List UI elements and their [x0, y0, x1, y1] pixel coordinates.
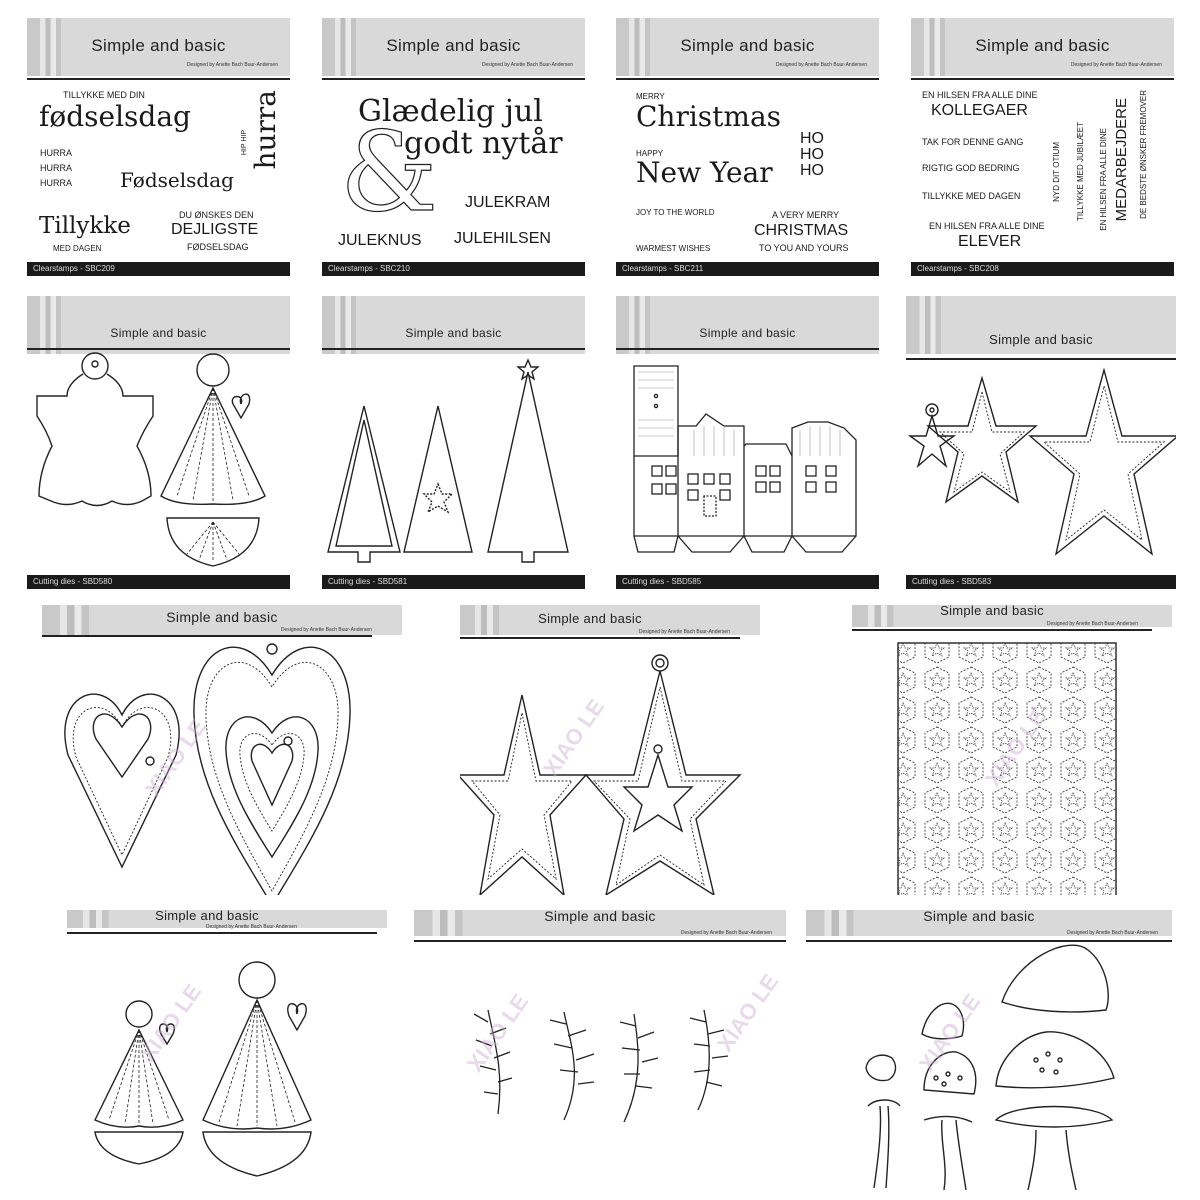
brand-title: Simple and basic — [923, 910, 1035, 924]
panel-footer: Cutting dies - SBD585 — [616, 575, 879, 589]
stamp-text: TAK FOR DENNE GANG — [922, 137, 1024, 147]
stamp-text: A VERY MERRY — [772, 210, 840, 220]
ampersand-art: & — [340, 108, 438, 236]
designer-credit: Designed by Anette Bach Buur-Andersen — [280, 627, 372, 633]
stamp-text: JULEKNUS — [338, 232, 422, 249]
panel-footer: Clearstamps - SBC208 — [911, 262, 1174, 276]
designer-credit: Designed by Anette Bach Buur-Andersen — [680, 930, 772, 936]
stamp-text: EN HILSEN FRA ALLE DINE — [929, 221, 1045, 231]
stamp-text: TILLYKKE MED JUBILÆET — [1076, 122, 1085, 221]
tree-die-art — [322, 296, 585, 589]
panel-footer: Cutting dies - SBD580 — [27, 575, 290, 589]
mushroom-die-art — [806, 910, 1172, 1190]
stamp-text: Glædelig jul — [358, 94, 543, 129]
stamp-text: HURRA — [40, 148, 73, 158]
house-die-art — [616, 296, 879, 589]
brand-title: Simple and basic — [699, 326, 796, 340]
designer-credit: Designed by Anette Bach Buur-Andersen — [186, 62, 278, 68]
stamp-text: FØDSELSDAG — [187, 242, 249, 252]
stamp-text: CHRISTMAS — [754, 222, 849, 239]
stamp-text: hurra — [249, 90, 282, 170]
stamp-text: DE BEDSTE ØNSKER FREMOVER — [1139, 90, 1148, 219]
designer-credit: Designed by Anette Bach Buur-Andersen — [481, 62, 573, 68]
panel-header — [27, 18, 290, 78]
stamp-text: HAPPY — [636, 149, 664, 158]
watermark: XIAO LE — [135, 979, 207, 1066]
stamp-text: fødselsdag — [39, 100, 191, 133]
product-panel-sbd585[interactable] — [616, 296, 879, 589]
stamp-text: ELEVER — [958, 233, 1022, 250]
brand-title: Simple and basic — [91, 36, 226, 55]
product-panel-hearts[interactable] — [42, 605, 402, 895]
panel-header — [322, 18, 585, 78]
stamp-text: HO — [800, 146, 824, 163]
panel-footer: Clearstamps - SBC211 — [616, 262, 879, 276]
star-die-art — [906, 296, 1176, 589]
stamp-text: TILLYKKE MED DIN — [63, 90, 145, 100]
panel-footer: Clearstamps - SBC209 — [27, 262, 290, 276]
stamp-text: MED DAGEN — [53, 244, 102, 253]
designer-credit: Designed by Anette Bach Buur-Andersen — [1046, 621, 1138, 627]
designer-credit: Designed by Anette Bach Buur-Andersen — [1070, 62, 1162, 68]
panel-header — [911, 18, 1174, 78]
stamp-text: godt nytår — [404, 126, 563, 161]
heart-die-art — [42, 605, 402, 895]
brand-title: Simple and basic — [405, 326, 502, 340]
stamp-text: NYD DIT OTIUM — [1052, 142, 1061, 202]
stamp-text: DEJLIGSTE — [171, 221, 259, 238]
brand-title: Simple and basic — [110, 326, 207, 340]
brand-title: Simple and basic — [680, 36, 815, 55]
stamp-text: JULEHILSEN — [454, 230, 551, 247]
stamp-text: Christmas — [636, 100, 782, 133]
brand-title: Simple and basic — [940, 605, 1044, 618]
branch-die-art — [414, 910, 786, 1190]
stamp-text: WARMEST WISHES — [636, 244, 711, 253]
stamp-text: Tillykke — [39, 213, 131, 239]
designer-credit: Designed by Anette Bach Buur-Andersen — [775, 62, 867, 68]
panel-footer: Cutting dies - SBD581 — [322, 575, 585, 589]
product-panel-sbd581[interactable] — [322, 296, 585, 589]
stamp-text: EN HILSEN FRA ALLE DINE — [1099, 128, 1108, 231]
product-panel-mushrooms[interactable] — [806, 910, 1172, 1190]
watermark: XIAO LE — [914, 989, 986, 1076]
stamp-text: MERRY — [636, 92, 665, 101]
stamp-text: KOLLEGAER — [931, 102, 1028, 119]
angels-die-art — [67, 910, 387, 1190]
designer-credit: Designed by Anette Bach Buur-Andersen — [1066, 930, 1158, 936]
hanging-star-die-art — [460, 605, 760, 895]
brand-title: Simple and basic — [155, 910, 259, 923]
panel-header — [616, 18, 879, 78]
stamp-text: JOY TO THE WORLD — [636, 208, 715, 217]
product-panel-sbc209[interactable] — [27, 18, 290, 276]
stamp-text: TILLYKKE MED DAGEN — [922, 191, 1021, 201]
product-panel-sbc211[interactable] — [616, 18, 879, 276]
product-panel-star-grid[interactable] — [852, 605, 1172, 895]
brand-title: Simple and basic — [975, 36, 1110, 55]
star-grid-die-art — [852, 605, 1172, 895]
product-panel-sbd583[interactable] — [906, 296, 1176, 589]
stamp-text: EN HILSEN FRA ALLE DINE — [922, 90, 1038, 100]
panel-footer: Clearstamps - SBC210 — [322, 262, 585, 276]
stamp-text: Fødselsdag — [120, 168, 234, 192]
product-panel-hanging-stars[interactable] — [460, 605, 760, 895]
stamp-text: New Year — [636, 156, 773, 189]
brand-title: Simple and basic — [166, 609, 278, 625]
angel-die-art — [27, 296, 290, 589]
brand-title: Simple and basic — [989, 332, 1093, 347]
brand-title: Simple and basic — [544, 910, 656, 924]
stamp-text: HURRA — [40, 178, 73, 188]
watermark: XIAO LE — [140, 714, 212, 801]
watermark: XIAO LE — [980, 704, 1052, 791]
stamp-text: RIGTIG GOD BEDRING — [922, 163, 1020, 173]
stamp-text: HO — [800, 162, 824, 179]
product-panel-angels[interactable] — [67, 910, 387, 1190]
product-panel-branches[interactable] — [414, 910, 786, 1190]
stamp-text: HO — [800, 130, 824, 147]
watermark: XIAO LE — [462, 989, 534, 1076]
stamp-text: DU ØNSKES DEN — [179, 210, 254, 220]
watermark: XIAO LE — [538, 694, 610, 781]
product-panel-sbc208[interactable] — [911, 18, 1174, 276]
stamp-text: HURRA — [40, 163, 73, 173]
designer-credit: Designed by Anette Bach Buur-Andersen — [638, 629, 730, 635]
stamp-text: JULEKRAM — [465, 194, 551, 211]
stamp-text: TO YOU AND YOURS — [759, 243, 849, 253]
watermark: XIAO LE — [712, 969, 784, 1056]
product-panel-sbd580[interactable] — [27, 296, 290, 589]
stamp-text: HIP HIP — [241, 130, 248, 156]
stamp-text: MEDARBEJDERE — [1113, 98, 1130, 222]
brand-title: Simple and basic — [538, 611, 642, 626]
designer-credit: Designed by Anette Bach Buur-Andersen — [205, 924, 297, 930]
brand-title: Simple and basic — [386, 36, 521, 55]
product-panel-sbc210[interactable] — [322, 18, 585, 276]
panel-footer: Cutting dies - SBD583 — [906, 575, 1176, 589]
